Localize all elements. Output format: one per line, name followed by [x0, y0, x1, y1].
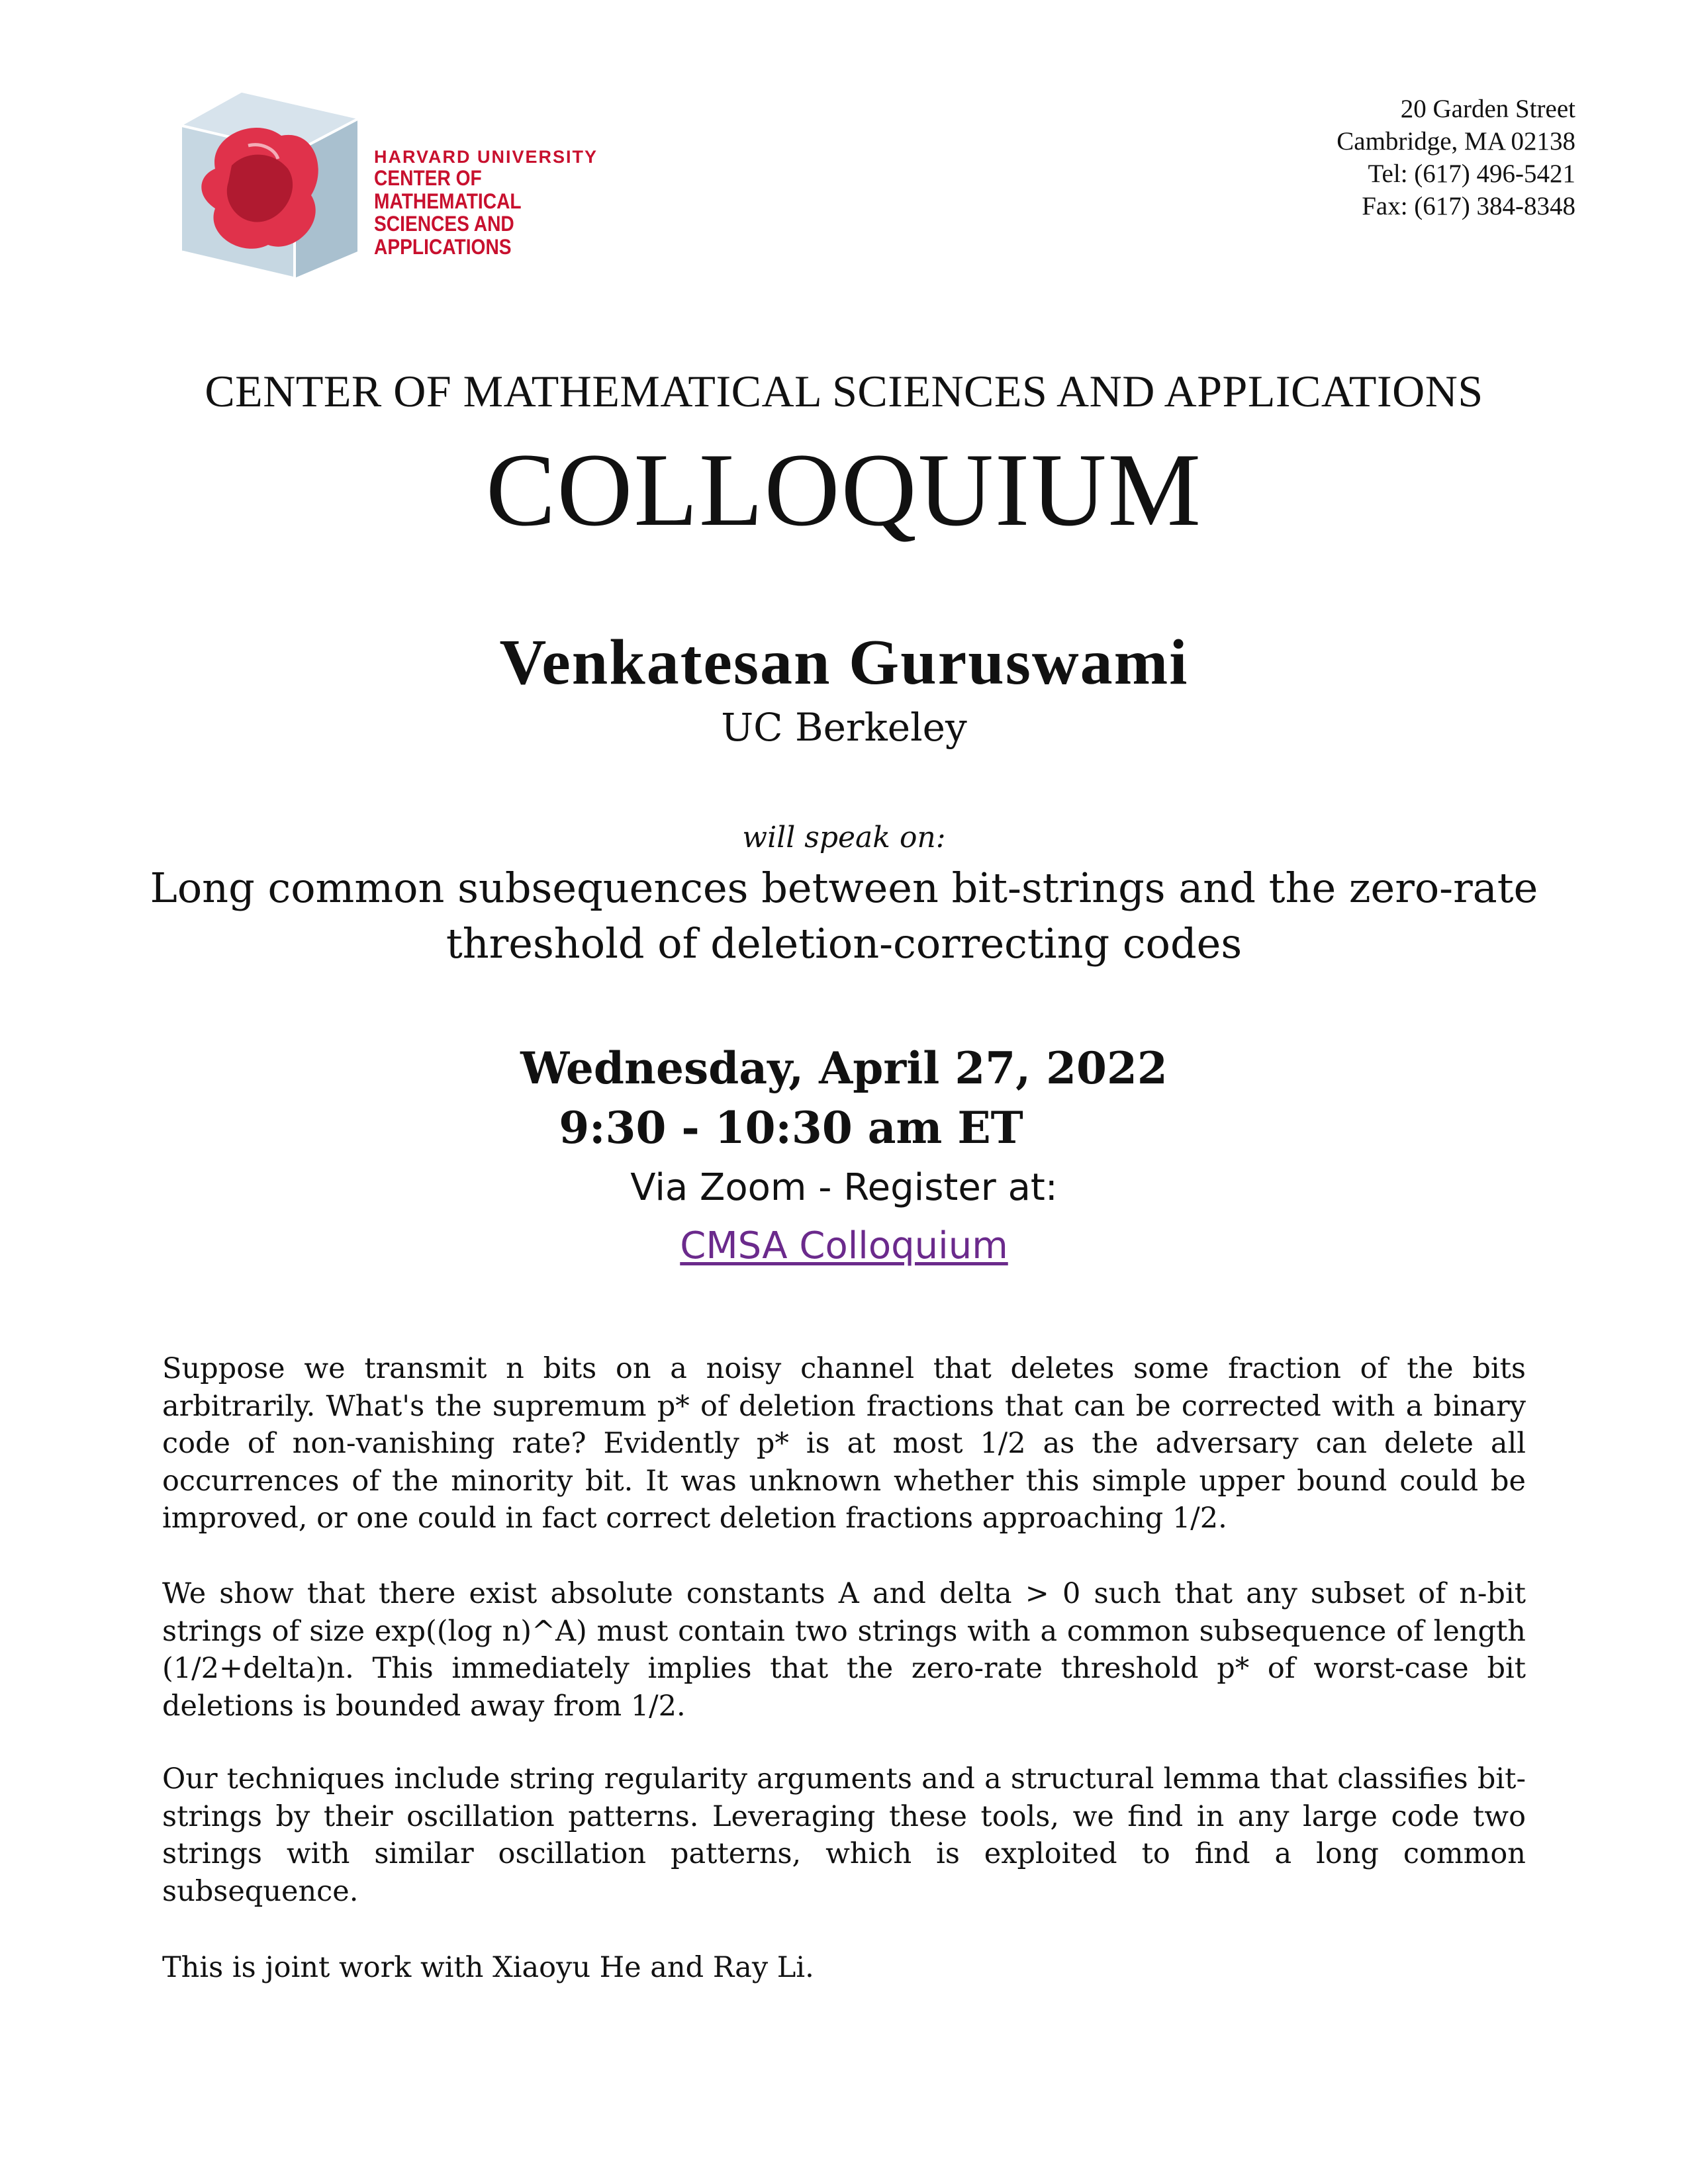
address-block	[1336, 93, 1575, 222]
intro-text: will speak on:	[742, 821, 946, 854]
abstract-paragraph-3: Our techniques include string regularity arguments and a structural lemma that classifies bit-strings by their oscillation patterns. Leveraging these tools, we find in any large code two strings with similar oscillation patterns, which is exploited to find a long common subsequence.	[162, 1762, 1526, 1908]
registration-link[interactable]: CMSA Colloquium	[680, 1224, 1008, 1267]
abstract-paragraph-4: This is joint work with Xiaoyu He and Ray Li.	[162, 1951, 814, 1984]
event-venue: Via Zoom - Register at:	[630, 1166, 1058, 1209]
organization-heading: CENTER OF MATHEMATICAL SCIENCES AND APPLICATIONS	[205, 366, 1483, 416]
address-street: 20 Garden Street	[1400, 95, 1575, 123]
talk-title	[0, 860, 1688, 972]
logo-center-line1: CENTER OF MATHEMATICAL	[374, 166, 522, 213]
event-time: 9:30 - 10:30 am ET	[559, 1102, 1023, 1154]
logo-university: HARVARD UNIVERSITY	[374, 147, 598, 167]
cube-logo-icon	[169, 89, 367, 281]
logo-text	[374, 148, 632, 258]
cmsa-logo	[169, 89, 632, 281]
speaker-affiliation: UC Berkeley	[721, 705, 967, 750]
abstract-paragraph-2: We show that there exist absolute constants A and delta > 0 such that any subset of n-bit strings of size exp((log n)^A) must contain two strings with a common subsequence of length (1/2+delta)n. This immediately implies that the zero-rate threshold p* of worst-case bit deletions is bounded away from 1/2.	[162, 1577, 1526, 1723]
logo-center-line2: SCIENCES AND APPLICATIONS	[374, 212, 514, 259]
talk-title-line1: Long common subsequences between bit-strings and the zero-rate	[150, 864, 1538, 912]
registration-link-wrapper	[0, 1224, 1688, 1267]
address-fax: Fax: (617) 384-8348	[1362, 192, 1575, 220]
event-date: Wednesday, April 27, 2022	[520, 1042, 1168, 1094]
address-tel: Tel: (617) 496-5421	[1368, 159, 1575, 188]
abstract-paragraph-1: Suppose we transmit n bits on a noisy channel that deletes some fraction of the bits arbitrarily. What's the supremum p* of deletion fractions that can be corrected with a binary code of non-vanishing rate? Evidently p* is at most 1/2 as the adversary can delete all occurrences of the minority bit. It was unknown whether this simple upper bound could be improved, or one could in fact correct deletion fractions approaching 1/2.	[162, 1352, 1526, 1535]
talk-title-line2: threshold of deletion-correcting codes	[445, 919, 1243, 968]
event-type-heading: COLLOQUIUM	[485, 432, 1203, 548]
address-city: Cambridge, MA 02138	[1336, 127, 1575, 156]
speaker-name: Venkatesan Guruswami	[499, 627, 1189, 698]
